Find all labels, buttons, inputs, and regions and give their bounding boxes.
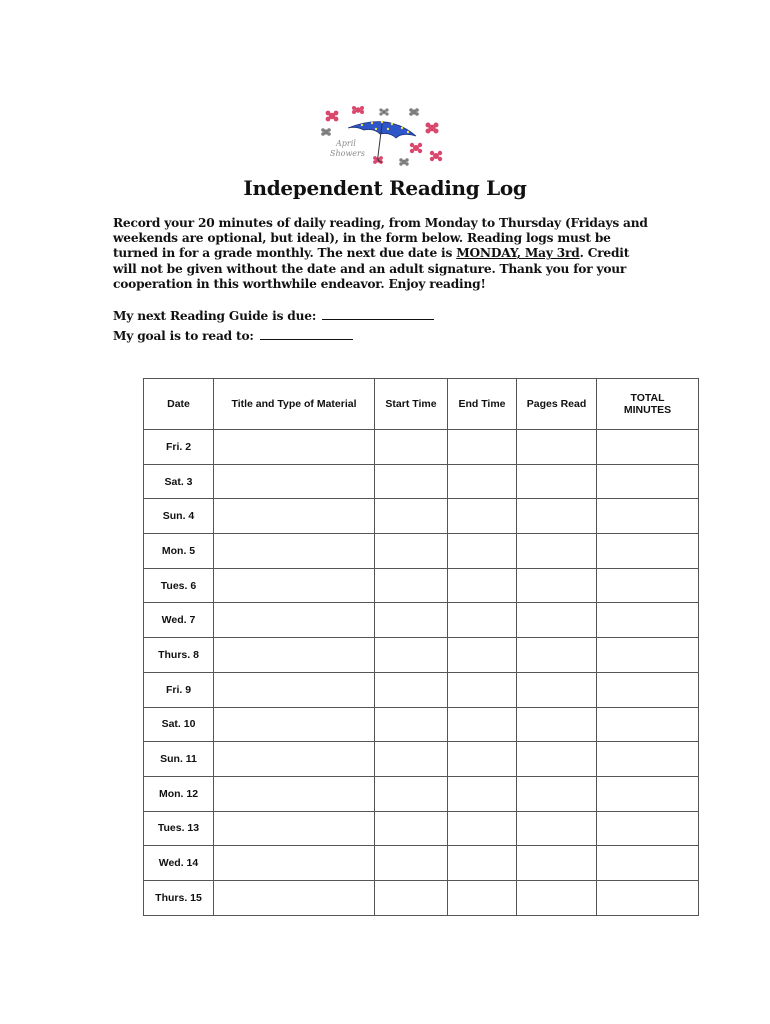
goal-blank[interactable]: [260, 327, 353, 340]
due-date: MONDAY, May 3rd: [456, 246, 580, 261]
april-showers-clipart: [318, 104, 450, 172]
table-body: [144, 430, 699, 916]
header-start-time: Start Time: [375, 379, 448, 430]
pages-cell[interactable]: [517, 742, 597, 777]
table-header-row: [144, 379, 699, 430]
pages-cell[interactable]: [517, 430, 597, 465]
header-date: Date: [144, 379, 214, 430]
pages-cell[interactable]: [517, 603, 597, 638]
title-cell[interactable]: [214, 534, 375, 569]
table-row: [144, 776, 699, 811]
header-total-line1: TOTAL: [630, 392, 665, 404]
total-cell[interactable]: [597, 846, 699, 881]
goal-label: My goal is to read to:: [113, 329, 254, 343]
table-row: [144, 672, 699, 707]
title-cell[interactable]: [214, 430, 375, 465]
table-row: [144, 499, 699, 534]
start-cell[interactable]: [375, 464, 448, 499]
end-cell[interactable]: [448, 638, 517, 673]
total-cell[interactable]: [597, 776, 699, 811]
guide-due-label: My next Reading Guide is due:: [113, 309, 317, 323]
end-cell[interactable]: [448, 742, 517, 777]
end-cell[interactable]: [448, 707, 517, 742]
table-row: [144, 638, 699, 673]
start-cell[interactable]: [375, 430, 448, 465]
table-row: [144, 568, 699, 603]
end-cell[interactable]: [448, 568, 517, 603]
intro-text-after: . Credit will not be given without the date and an adult signature. Thank you for your cooperation in this worthwhile endeavor. Enjoy reading!: [113, 246, 630, 291]
total-cell[interactable]: [597, 880, 699, 915]
header-end-time: End Time: [448, 379, 517, 430]
end-cell[interactable]: [448, 776, 517, 811]
table-row: [144, 464, 699, 499]
start-cell[interactable]: [375, 846, 448, 881]
table-row: [144, 603, 699, 638]
end-cell[interactable]: [448, 499, 517, 534]
guide-due-blank[interactable]: [322, 307, 434, 320]
table-row: [144, 880, 699, 915]
total-cell[interactable]: [597, 638, 699, 673]
total-cell[interactable]: [597, 707, 699, 742]
table-row: [144, 846, 699, 881]
start-cell[interactable]: [375, 568, 448, 603]
flower-icon: [326, 111, 339, 122]
end-cell[interactable]: [448, 603, 517, 638]
table-row: [144, 430, 699, 465]
pages-cell[interactable]: [517, 776, 597, 811]
start-cell[interactable]: [375, 707, 448, 742]
total-cell[interactable]: [597, 568, 699, 603]
date-cell: Fri. 9: [144, 672, 214, 707]
date-cell: Sat. 3: [144, 464, 214, 499]
pages-cell[interactable]: [517, 499, 597, 534]
table-row: [144, 534, 699, 569]
total-cell[interactable]: [597, 811, 699, 846]
pages-cell[interactable]: [517, 464, 597, 499]
start-cell[interactable]: [375, 603, 448, 638]
header-total-line2: MINUTES: [623, 404, 672, 416]
pages-cell[interactable]: [517, 880, 597, 915]
start-cell[interactable]: [375, 499, 448, 534]
title-cell[interactable]: [214, 499, 375, 534]
start-cell[interactable]: [375, 811, 448, 846]
intro-paragraph: [113, 216, 653, 292]
pages-cell[interactable]: [517, 568, 597, 603]
start-cell[interactable]: [375, 742, 448, 777]
title-cell[interactable]: [214, 811, 375, 846]
date-cell: Mon. 5: [144, 534, 214, 569]
guide-due-line: [113, 307, 434, 323]
clipart-text-line2: Showers: [330, 149, 365, 158]
total-cell[interactable]: [597, 603, 699, 638]
clipart-text-line1: April: [336, 139, 356, 148]
intro-text-before: Record your 20 minutes of daily reading, from Monday to Thursday (Fridays and weekends are optional, but ideal), in the form below. Reading logs must be turned in for a grade monthly. The next due date is: [113, 216, 648, 261]
header-total-minutes: [597, 379, 699, 430]
date-cell: Thurs. 15: [144, 880, 214, 915]
date-cell: Thurs. 8: [144, 638, 214, 673]
pages-cell[interactable]: [517, 534, 597, 569]
table-row: [144, 811, 699, 846]
date-cell: Wed. 14: [144, 846, 214, 881]
start-cell[interactable]: [375, 880, 448, 915]
date-cell: Tues. 13: [144, 811, 214, 846]
total-cell[interactable]: [597, 534, 699, 569]
pages-cell[interactable]: [517, 672, 597, 707]
date-cell: Mon. 12: [144, 776, 214, 811]
title-cell[interactable]: [214, 707, 375, 742]
reading-log-table: [143, 378, 699, 916]
end-cell[interactable]: [448, 846, 517, 881]
title-cell[interactable]: [214, 638, 375, 673]
start-cell[interactable]: [375, 672, 448, 707]
pages-cell[interactable]: [517, 846, 597, 881]
date-cell: Tues. 6: [144, 568, 214, 603]
title-cell[interactable]: [214, 742, 375, 777]
total-cell[interactable]: [597, 499, 699, 534]
end-cell[interactable]: [448, 880, 517, 915]
title-cell[interactable]: [214, 464, 375, 499]
goal-line: [113, 327, 353, 343]
total-cell[interactable]: [597, 464, 699, 499]
pages-cell[interactable]: [517, 707, 597, 742]
pages-cell[interactable]: [517, 811, 597, 846]
title-cell[interactable]: [214, 603, 375, 638]
total-cell[interactable]: [597, 672, 699, 707]
title-cell[interactable]: [214, 776, 375, 811]
header-title: Title and Type of Material: [214, 379, 375, 430]
date-cell: Sun. 4: [144, 499, 214, 534]
start-cell[interactable]: [375, 534, 448, 569]
end-cell[interactable]: [448, 464, 517, 499]
title-cell[interactable]: [214, 672, 375, 707]
total-cell[interactable]: [597, 430, 699, 465]
start-cell[interactable]: [375, 638, 448, 673]
date-cell: Sat. 10: [144, 707, 214, 742]
header-pages-read: Pages Read: [517, 379, 597, 430]
table-row: [144, 742, 699, 777]
title-cell[interactable]: [214, 880, 375, 915]
table-row: [144, 707, 699, 742]
end-cell[interactable]: [448, 811, 517, 846]
end-cell[interactable]: [448, 672, 517, 707]
date-cell: Fri. 2: [144, 430, 214, 465]
title-cell[interactable]: [214, 846, 375, 881]
start-cell[interactable]: [375, 776, 448, 811]
end-cell[interactable]: [448, 534, 517, 569]
title-cell[interactable]: [214, 568, 375, 603]
total-cell[interactable]: [597, 742, 699, 777]
date-cell: Sun. 11: [144, 742, 214, 777]
pages-cell[interactable]: [517, 638, 597, 673]
page-title: Independent Reading Log: [243, 176, 527, 200]
end-cell[interactable]: [448, 430, 517, 465]
date-cell: Wed. 7: [144, 603, 214, 638]
